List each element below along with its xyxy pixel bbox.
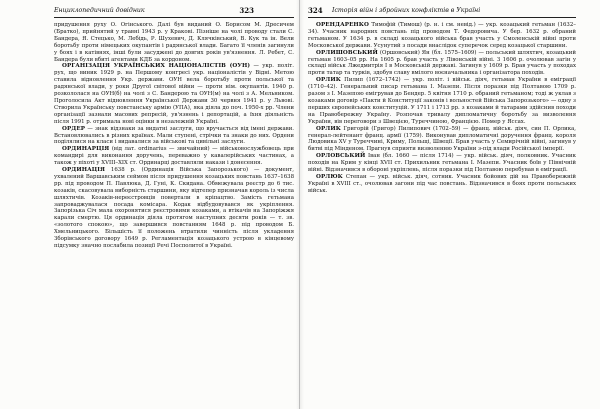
entry-paragraph	[54, 22, 294, 63]
entry-text: — знак відзнаки за видатні заслуги, що вручається від імені держави. Встановлювались в різних країнах. Мали ступені, стрічки та знаки до них. Ордени поділялися на класи і видавалися за військові та цивільні заслуги.	[54, 125, 294, 146]
entry-text: (Оршовський) Ян (бл. 1575–1609) — польський шляхтич, козацький гетьман 1603–05 рр. На 1605 р. брав участь у Лівонській війні. З 1606 р. очолював загін у складі військ Лжедмитрія І в Московській державі. Загинув у 1609 р. Брав участь у походах проти татар та турків, здобув славу вмілого воєначальника і організатора походів.	[308, 49, 576, 77]
entry-keyword: ОРДЕР	[62, 125, 86, 132]
entry-keyword: ОРЕНДАРЕНКО	[316, 22, 369, 28]
entry-paragraph	[308, 50, 576, 78]
entry-keyword: ОРЛИШОВСЬКИЙ	[316, 49, 378, 56]
entry-paragraph	[54, 146, 294, 167]
entry-paragraph	[308, 126, 576, 154]
left-page-number: 323	[239, 6, 254, 15]
entry-keyword: ОРДИНАРЦІЯ	[62, 146, 110, 153]
right-page-number: 324	[308, 6, 323, 15]
entry-text: — укр. політ. рух, що виник 1929 р. на Першому конгресі укр. націоналістів у Відні. Метою ставила відновлення Укр. держави. ОУН вела боротьбу проти польської та радянської влади, у роки Другої світової війни — проти нім. окупантів. 1940 р. розкололася на ОУН(б) на чолі з С. Бандерою та ОУН(м) на чолі з А. Мельником. Проголосила Акт відновлення Української Держави 30 червня 1941 р. у Львові. Створила Українську повстанську армію (УПА), яка діяла до поч. 1950-х рр. Члени організації зазнали масових репресій, ув'язнень і депортацій, а їхня діяльність після 1991 р. отримала нові оцінки в незалежній Україні.	[54, 63, 295, 125]
left-running-title: Енциклопедичний довідник	[54, 7, 145, 14]
entry-text: 1638 р. (Ординація Війська Запорозького) — документ, ухвалений Варшавським сеймом після придушення козацьких повстань 1637–1638 рр. під проводом П. Павлюка, Д. Гуні, К. Скидана. Обмежувала реєстр до 6 тис. козаків, скасовувала виборність старшини, яку відтепер призначав король із числа шляхтичів. Козаків-нереєстровців повертали в кріпацтво. Замість гетьмана запроваджувалася посада комісара. Кодак відбудовувався як укріплення. Запорізька Січ мала охоронятися реєстровими козаками, а втікачів на Запоріжжя карали смертю. Ця ординація діяла протягом наступних десяти років — т. зв. «золотого спокою», що завершився повстанням 1648 р. під проводом Б. Хмельницького. Більшість її положень втратили чинність після укладення Зборівського договору 1649 р. Регламентація козацького устрою в кінцевому підсумку значно послабила позиції Речі Посполитої в Україні.	[54, 167, 294, 249]
left-running-head	[54, 5, 294, 18]
entry-text: Іван (бл. 1660 — після 1714) — укр. військ. діяч, полковник. Учасник походів на Крим у кінці XVII ст. Прихильник гетьмана І. Мазепи. Учасник боїв у Північній війні. Відзначився в обороні укріплень, після поразки під Полтавою перебував в еміграції.	[308, 153, 576, 174]
entry-keyword: ОРЛИК	[316, 125, 341, 132]
entry-keyword: ОРЛИК	[316, 77, 341, 84]
entry-paragraph	[308, 22, 576, 50]
entry-keyword: ОРЛЮК	[316, 173, 343, 180]
right-page	[300, 0, 600, 409]
entry-paragraph	[308, 77, 576, 125]
entry-paragraph	[54, 126, 294, 147]
entry-paragraph	[308, 174, 576, 195]
right-text-column	[308, 22, 576, 195]
entry-text: Степан — укр. військ. діяч, сотник. Учасник бойових дій на Правобережній Україні в XVIII ст., очолював загони під час повстань. Відзначився в боях проти польських військ.	[308, 173, 576, 194]
entry-keyword: ОРДИНАЦІЯ	[62, 167, 106, 174]
entry-text: (від лат. ordinarius — звичайний) — військовослужбовець при командирі для виконання доручень, переважно у кавалерійських частинах, а також у піхоті у XVIII–XIX ст. Ординарці доставляли накази і донесення.	[54, 146, 294, 167]
entry-text: Пилип (1672–1742) — укр. політ. і військ. діяч, гетьман України в еміграції (1710–42). Генеральний писар гетьмана І. Мазепи. Після поразки під Полтавою 1709 р. разом з І. Мазепою емігрував до Бендер. 5 квітня 1710 р. обраний гетьманом; тоді ж уклав з козаками договір «Пакти й Конституції законів і вольностей Війська Запорозького» — одну з перших європейських конституцій. У 1711 і 1713 рр. з козаками й татарами здійснив походи на Правобережну Україну. Розпочав тривалу дипломатичну боротьбу за визволення України, вів переговори з Швецією, Туреччиною, Францією. Помер у Яссах.	[308, 77, 576, 125]
right-running-title: Історія війн і збройних конфліктів в Україні	[332, 7, 481, 14]
entry-keyword: ОРЛОВСЬКИЙ	[316, 153, 366, 160]
entry-paragraph	[54, 167, 294, 250]
entry-keyword: ОРГАНІЗАЦІЯ УКРАЇНСЬКИХ НАЦІОНАЛІСТІВ (ОУН)	[62, 63, 251, 70]
entry-text: Тимофій (Тимош) (р. н. і см. невід.) — укр. козацький гетьман (1632–34). Учасник народних повстань під проводом Т. Федоровича. У бер. 1632 р. обраний гетьманом. У 1634 р. в складі козацького війська брав участь у Смоленській війні проти Московської держави. Усунутий з посади внаслідок суперечок серед козацької старшини.	[308, 22, 576, 49]
right-running-head	[308, 5, 576, 18]
left-text-column	[54, 22, 294, 250]
entry-text: Григорій (Григор) Пилипович (1702–59) — франц. військ. діяч, син П. Орлика, генерал-лейтенант франц. армії (1759). Виконував дипломатичні доручення франц. короля Людовика XV у Туреччині, Криму, Польщі, Швеції. Брав участь у Семирічній війні, загинув у битві під Мінденом. Прагнув сприяти визволенню України з-під влади Російської імперії.	[308, 125, 576, 153]
entry-paragraph	[308, 153, 576, 174]
entry-paragraph	[54, 63, 294, 125]
entry-text: придушення руху О. Огінського. Далі був виданий О. Борисом М. Дресичем (Братко), прийнятий у травні 1943 р. у Кракові. Пізніше на чолі проводу стали С. Бандера, Я. Стецько, М. Лебідь, Р. Шухевич, Д. Клячківський, В. Кук та ін. Вели боротьбу проти німецьких окупантів і радянської влади. Багато її членів загинули у боях і в катівнях, інші були засуджені до довгих років ув'язнення. Л. Ребет, С. Бандера були вбиті агентами КДБ за кордоном.	[54, 22, 294, 63]
